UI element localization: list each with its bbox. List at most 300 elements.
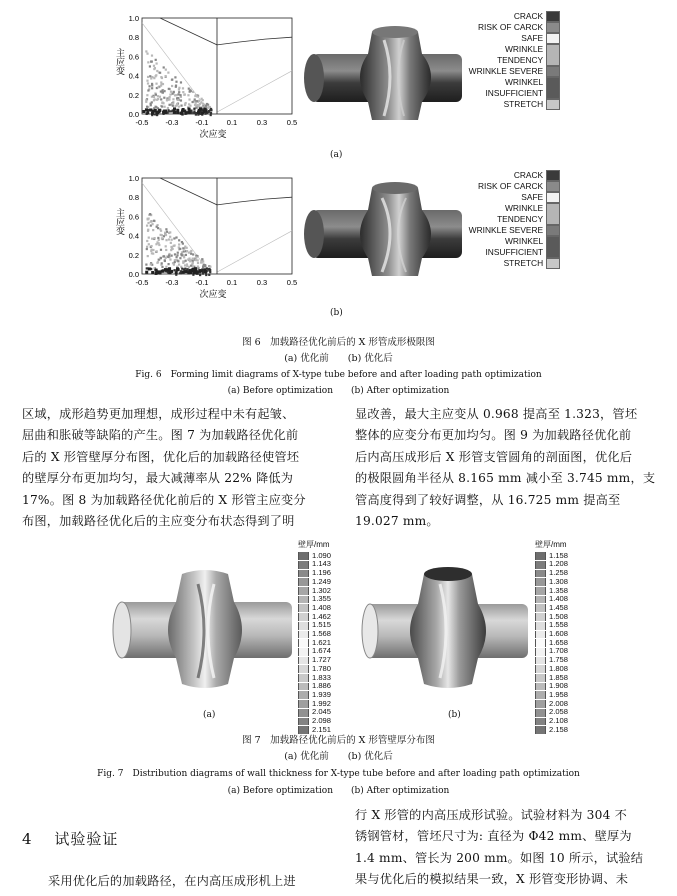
strain-point <box>180 81 182 83</box>
scale-value: 2.158 <box>549 724 569 734</box>
scale-value: 1.858 <box>549 672 569 682</box>
strain-point <box>146 112 149 115</box>
strain-point <box>153 99 155 101</box>
fig6-caption-zh: 图 6 加载路径优化前后的 X 形管成形极限图 <box>242 337 435 348</box>
strain-point <box>173 91 175 93</box>
panel-label-6a: (a) <box>330 150 343 160</box>
scale-value: 2.098 <box>312 716 332 726</box>
text-line: 锈钢管材，管坯尺寸为: 直径为 Φ42 mm、壁厚为 <box>355 829 632 844</box>
strain-point <box>147 255 149 257</box>
strain-point <box>150 221 152 223</box>
strain-point <box>146 248 148 250</box>
strain-point <box>190 90 192 92</box>
strain-point <box>177 99 179 101</box>
scale-swatch <box>535 691 546 699</box>
x-tick-label: -0.3 <box>165 118 179 127</box>
strain-point <box>175 94 177 96</box>
strain-point <box>161 262 163 264</box>
strain-point <box>145 50 147 52</box>
strain-point <box>160 249 162 251</box>
fig7-caption-en: Fig. 7 Distribution diagrams of wall thickness for X-type tube before and after loading path optimization <box>97 769 580 779</box>
scale-value: 1.355 <box>312 594 332 604</box>
strain-point <box>162 255 164 257</box>
legend-label: WRINKLE SEVERE <box>468 225 544 235</box>
strain-point <box>154 67 156 69</box>
strain-point <box>169 236 171 238</box>
scale-swatch <box>535 570 546 578</box>
legend-entry <box>468 236 560 258</box>
scale-value: 1.568 <box>312 629 332 639</box>
strain-point <box>175 271 178 274</box>
strain-point <box>156 241 158 243</box>
y-tick-label: 0.6 <box>128 212 139 222</box>
strain-point <box>182 87 184 89</box>
scale-value: 1.158 <box>549 550 569 560</box>
body-text-left-2: 采用优化后的加载路径，在内高压成形机上进 <box>48 874 296 888</box>
legend-label: WRINKEL INSUFFICIENT <box>485 77 544 98</box>
scale-swatch <box>298 570 309 578</box>
scale-swatch <box>535 631 546 639</box>
strain-point <box>183 254 185 256</box>
strain-point <box>156 99 158 101</box>
strain-point <box>171 239 173 241</box>
y-axis-label: 主应变 <box>115 208 125 235</box>
strain-point <box>157 237 159 239</box>
strain-point <box>150 245 152 247</box>
strain-point <box>176 111 179 114</box>
legend-label: STRETCH <box>503 99 544 109</box>
thickness-render-b <box>360 560 535 700</box>
strain-point <box>193 108 195 110</box>
body-text-right-1 <box>355 404 667 532</box>
strain-point <box>152 229 154 231</box>
strain-point <box>187 94 189 96</box>
strain-point <box>151 54 153 56</box>
strain-point <box>157 86 159 88</box>
strain-point <box>185 270 188 273</box>
text-line: 的极限圆角半径从 8.165 mm 减小至 3.745 mm，支 <box>355 471 656 486</box>
strain-point <box>195 112 197 114</box>
strain-point <box>199 107 202 110</box>
fig6-subcaption-zh: (a) 优化前 (b) 优化后 <box>284 353 393 364</box>
strain-point <box>161 102 163 104</box>
strain-point <box>175 81 177 83</box>
strain-point <box>145 99 147 101</box>
strain-point <box>167 109 169 111</box>
strain-point <box>150 263 152 265</box>
strain-point <box>145 263 147 265</box>
strain-point <box>168 254 170 256</box>
scale-swatch <box>298 631 309 639</box>
tube-render-6b <box>300 180 470 288</box>
text-line: 的壁厚分布更加均匀，最大减薄率从 22% 降低为 <box>22 471 294 486</box>
strain-point <box>161 77 163 79</box>
strain-point <box>150 104 152 106</box>
strain-point <box>178 91 180 93</box>
text-line: 管高度得到了较好调整，从 16.725 mm 提高至 <box>355 492 621 507</box>
scale-swatch <box>298 683 309 691</box>
y-tick-label: 0.8 <box>128 33 139 43</box>
strain-point <box>184 245 186 247</box>
strain-point <box>183 250 185 252</box>
strain-point <box>199 274 201 276</box>
text-line: 17%。图 8 为加载路径优化前后的 X 形管主应变分 <box>22 492 306 507</box>
scale-swatch <box>298 674 309 682</box>
strain-point <box>191 112 193 114</box>
flc-curve <box>160 178 217 205</box>
fig7-caption-zh: 图 7 加载路径优化前后的 X 形管壁厚分布图 <box>242 735 435 746</box>
x-tick-label: -0.1 <box>195 118 209 127</box>
strain-point <box>208 268 210 270</box>
legend-swatch <box>546 258 560 269</box>
strain-point <box>175 259 177 261</box>
strain-point <box>169 231 171 233</box>
strain-point <box>182 271 185 274</box>
scale-value: 1.208 <box>549 559 569 569</box>
strain-point <box>178 105 180 107</box>
text-line: 果与优化后的模拟结果一致，X 形管变形协调、未 <box>355 872 629 887</box>
scale-value: 1.515 <box>312 620 332 630</box>
strain-point <box>195 256 197 258</box>
strain-point <box>149 213 151 215</box>
strain-point <box>160 98 162 100</box>
strain-point <box>192 253 194 255</box>
strain-point <box>177 260 179 262</box>
strain-point <box>147 76 149 78</box>
strain-point <box>207 106 209 108</box>
scale-value: 1.090 <box>312 550 332 560</box>
strain-point <box>196 95 198 97</box>
strain-point <box>154 109 157 112</box>
legend-swatch <box>546 77 560 99</box>
scale-value: 1.808 <box>549 663 569 673</box>
scale-swatch <box>298 561 309 569</box>
strain-point <box>153 96 155 98</box>
strain-point <box>173 245 175 247</box>
scale-swatch <box>298 578 309 586</box>
strain-point <box>146 240 148 242</box>
strain-point <box>170 249 172 251</box>
strain-point <box>185 260 187 262</box>
strain-point <box>160 257 162 259</box>
strain-point <box>151 252 153 254</box>
legend-entry <box>468 11 560 22</box>
legend-swatch <box>546 99 560 110</box>
text-line: 屈曲和胀破等缺陷的产生。图 7 为加载路径优化前 <box>22 428 299 443</box>
strain-point <box>146 225 148 227</box>
scale-value: 1.939 <box>312 689 332 699</box>
legend-swatch <box>546 11 560 22</box>
strain-point <box>155 269 158 272</box>
scale-value: 1.302 <box>312 585 332 595</box>
y-axis-label: 主应变 <box>115 48 125 75</box>
strain-point <box>147 61 149 63</box>
body-text-left-1 <box>22 404 340 532</box>
x-tick-label: -0.5 <box>135 278 149 287</box>
strain-point <box>178 87 180 89</box>
strain-point <box>208 110 210 112</box>
strain-point <box>172 98 174 100</box>
legend-swatch <box>546 203 560 225</box>
strain-point <box>161 89 163 91</box>
strain-point <box>159 96 161 98</box>
legend-label: WRINKLE SEVERE <box>468 66 544 76</box>
strain-points <box>145 213 211 276</box>
legend-entry <box>468 44 560 66</box>
flc-curve <box>217 197 292 205</box>
strain-point <box>162 83 164 85</box>
strain-point <box>210 108 212 110</box>
strain-point <box>170 246 172 248</box>
strain-point <box>155 272 158 275</box>
x-tick-label: 0.3 <box>256 118 268 127</box>
legend-label: WRINKLE TENDENCY <box>497 203 544 224</box>
legend-entry <box>468 66 560 77</box>
section-title: 试验验证 <box>54 830 119 848</box>
strain-point <box>183 94 185 96</box>
strain-point <box>192 91 194 93</box>
strain-point <box>180 271 182 273</box>
strain-point <box>165 245 167 247</box>
strain-point <box>173 237 175 239</box>
strain-point <box>200 101 202 103</box>
strain-point <box>179 94 181 96</box>
strain-point <box>190 110 192 112</box>
strain-point <box>186 250 188 252</box>
x-tick-label: -0.3 <box>165 278 179 287</box>
strain-point <box>203 264 205 266</box>
strain-point <box>166 231 168 233</box>
scale-swatch <box>298 604 309 612</box>
strain-point <box>164 232 166 234</box>
flc-curve <box>160 18 217 45</box>
legend-swatch <box>546 22 560 33</box>
text-line: 整体的应变分布更加均匀。图 9 为加载路径优化前 <box>355 428 632 443</box>
legend-entry <box>468 203 560 225</box>
scale-value: 1.727 <box>312 655 332 665</box>
strain-point <box>151 76 153 78</box>
strain-point <box>190 265 192 267</box>
strain-point <box>169 94 171 96</box>
strain-point <box>197 110 200 113</box>
strain-point <box>151 271 154 274</box>
strain-point <box>188 111 191 114</box>
y-tick-label: 0.0 <box>128 110 139 119</box>
legend-entry <box>468 258 560 269</box>
strain-point <box>161 266 163 268</box>
fig7-subcaption-en: (a) Before optimization (b) After optimization <box>227 786 450 796</box>
legend-entry <box>468 77 560 99</box>
scale-swatch <box>298 622 309 630</box>
strain-point <box>151 101 153 103</box>
legend-swatch <box>546 236 560 258</box>
strain-point <box>174 253 176 255</box>
strain-point <box>156 112 159 115</box>
text-line: 行 X 形管的内高压成形试验。试验材料为 304 不 <box>355 808 628 822</box>
strain-point <box>184 104 186 106</box>
y-tick-label: 0.8 <box>128 193 139 203</box>
strain-point <box>197 259 199 261</box>
strain-point <box>182 108 185 111</box>
strain-point <box>156 62 158 64</box>
x-tick-label: 0.1 <box>226 118 238 127</box>
strain-point <box>147 218 149 220</box>
tube-render-6a <box>300 20 470 128</box>
strain-point <box>168 88 170 90</box>
strain-point <box>147 230 149 232</box>
strain-point <box>159 228 161 230</box>
legend-swatch <box>546 225 560 236</box>
strain-point <box>165 228 167 230</box>
strain-point <box>163 235 165 237</box>
text-line: 后内高压成形后 X 形管支管圆角的剖面图，优化后 <box>355 449 633 464</box>
strain-point <box>154 237 156 239</box>
strain-point <box>147 82 149 84</box>
legend-swatch <box>546 192 560 203</box>
panel-label-7b: (b) <box>448 710 461 720</box>
strain-point <box>168 104 170 106</box>
strain-point <box>171 103 173 105</box>
x-tick-label: 0.1 <box>226 278 238 287</box>
fld-legend-b <box>468 170 560 269</box>
scale-swatch <box>298 700 309 708</box>
scale-swatch <box>298 552 309 560</box>
legend-swatch <box>546 181 560 192</box>
scale-swatch <box>535 613 546 621</box>
scale-swatch <box>298 639 309 647</box>
scale-swatch <box>298 648 309 656</box>
strain-point <box>161 105 163 107</box>
scale-value: 2.108 <box>549 716 569 726</box>
strain-point <box>197 262 199 264</box>
legend-label: WRINKLE TENDENCY <box>497 44 544 65</box>
strain-point <box>160 85 162 87</box>
strain-point <box>210 112 212 114</box>
strain-point <box>151 87 153 89</box>
strain-point <box>197 265 199 267</box>
strain-point <box>205 105 207 107</box>
strain-point <box>167 263 169 265</box>
thickness-render-a <box>110 560 300 700</box>
flc-curve <box>217 37 292 45</box>
strain-point <box>201 258 203 260</box>
scale-value: 1.408 <box>549 594 569 604</box>
thickness-unit-a: 壁厚/mm <box>298 540 330 549</box>
strain-point <box>165 234 167 236</box>
fig6-subcaption-en: (a) Before optimization (b) After optimization <box>227 386 450 396</box>
scale-value: 1.658 <box>549 637 569 647</box>
strain-point <box>146 106 148 108</box>
strain-point <box>182 260 184 262</box>
scale-value: 1.758 <box>549 655 569 665</box>
y-tick-label: 0.2 <box>128 90 139 100</box>
strain-point <box>185 254 187 256</box>
strain-point <box>178 239 180 241</box>
strain-point <box>180 104 182 106</box>
strain-point <box>188 108 191 111</box>
scale-swatch <box>535 718 546 726</box>
scale-value: 1.833 <box>312 672 332 682</box>
strain-point <box>180 111 183 114</box>
legend-swatch <box>546 170 560 181</box>
strain-point <box>149 108 152 111</box>
strain-point <box>195 107 197 109</box>
strain-point <box>206 103 208 105</box>
strain-point <box>202 260 204 262</box>
scale-swatch <box>535 604 546 612</box>
strain-point <box>162 92 164 94</box>
strain-point <box>175 256 177 258</box>
strain-point <box>180 266 182 268</box>
strain-point <box>164 106 166 108</box>
legend-entry <box>468 22 560 33</box>
strain-point <box>204 108 207 111</box>
scale-value: 1.674 <box>312 646 332 656</box>
strain-point <box>171 78 173 80</box>
strain-point <box>173 264 175 266</box>
legend-label: STRETCH <box>503 258 544 268</box>
fld-plot-a <box>112 10 302 138</box>
strain-point <box>169 271 172 274</box>
strain-point <box>148 237 150 239</box>
strain-point <box>149 75 151 77</box>
text-line: 显改善，最大主应变从 0.968 提高至 1.323，管坯 <box>355 407 638 421</box>
scale-value: 1.886 <box>312 681 332 691</box>
legend-label: WRINKEL INSUFFICIENT <box>485 236 544 257</box>
strain-point <box>158 109 161 112</box>
strain-point <box>148 243 150 245</box>
strain-point <box>169 258 171 260</box>
strain-point <box>169 96 171 98</box>
strain-point <box>157 95 159 97</box>
strain-point <box>166 99 168 101</box>
fld-legend-a <box>468 11 560 110</box>
scale-swatch <box>535 596 546 604</box>
strain-point <box>156 250 158 252</box>
strain-point <box>167 107 169 109</box>
scale-value: 1.408 <box>312 602 332 612</box>
legend-swatch <box>546 44 560 66</box>
strain-point <box>201 112 204 115</box>
strain-point <box>153 65 155 67</box>
scale-swatch <box>298 691 309 699</box>
scale-swatch <box>298 596 309 604</box>
strain-point <box>163 97 165 99</box>
strain-point <box>167 268 170 271</box>
scale-value: 2.058 <box>549 707 569 717</box>
scale-value: 1.708 <box>549 646 569 656</box>
strain-point <box>159 72 161 74</box>
strain-point <box>192 258 194 260</box>
scale-value: 1.780 <box>312 663 332 673</box>
scale-value: 2.045 <box>312 707 332 717</box>
strain-point <box>158 239 160 241</box>
fld-plot-b <box>112 170 302 298</box>
scale-swatch <box>298 709 309 717</box>
thickness-scale-b <box>535 541 595 734</box>
legend-entry <box>468 192 560 203</box>
section-number: 4 <box>22 830 33 848</box>
strain-point <box>190 253 192 255</box>
legend-swatch <box>546 33 560 44</box>
legend-label: RISK OF CARCK <box>477 181 544 191</box>
strain-point <box>153 77 155 79</box>
strain-point <box>205 274 207 276</box>
body-text-right-2 <box>355 805 667 891</box>
text-line: 布图，加载路径优化后的主应变分布状态得到了明 <box>22 514 295 529</box>
strain-point <box>208 274 210 276</box>
strain-point <box>187 272 190 275</box>
